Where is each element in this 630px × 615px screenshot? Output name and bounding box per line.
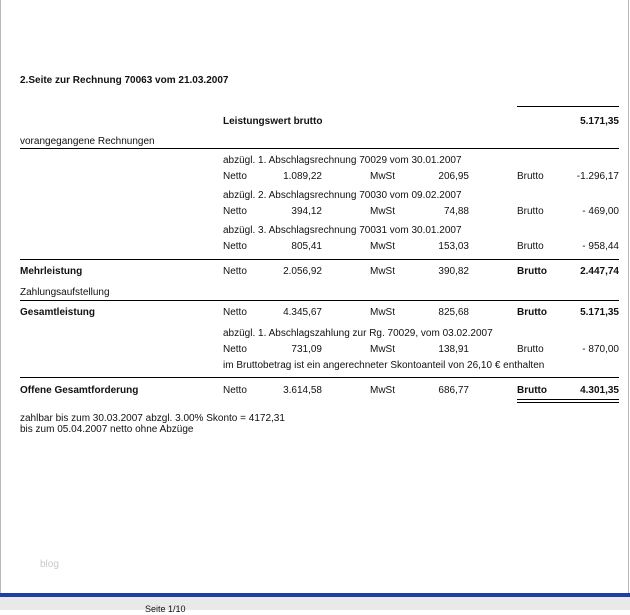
payment-terms-1: zahlbar bis zum 30.03.2007 abzgl. 3.00% Skonto = 4172,31 xyxy=(20,413,285,424)
deduction-1-brutto: -1.296,17 xyxy=(576,171,619,182)
payment-netto: 731,09 xyxy=(291,344,322,355)
mehrleistung-netto-label: Netto xyxy=(223,266,247,277)
deduction-3-mwst-label: MwSt xyxy=(370,241,395,252)
gesamtleistung-label: Gesamtleistung xyxy=(20,307,96,318)
gesamtleistung-brutto: 5.171,35 xyxy=(580,307,619,318)
deduction-1-netto: 1.089,22 xyxy=(283,171,322,182)
deduction-3-mwst: 153,03 xyxy=(438,241,469,252)
offen-rule xyxy=(20,377,619,378)
deduction-2-title: abzügl. 2. Abschlagsrechnung 70030 vom 09.02.2007 xyxy=(223,190,462,201)
deduction-3-brutto: - 958,44 xyxy=(582,241,619,252)
mehrleistung-brutto-label: Brutto xyxy=(517,266,547,277)
mehrleistung-mwst: 390,82 xyxy=(438,266,469,277)
zahlungsaufstellung-label: Zahlungsaufstellung xyxy=(20,287,110,298)
payment-brutto-label: Brutto xyxy=(517,344,544,355)
deduction-2-netto-label: Netto xyxy=(223,206,247,217)
deduction-3-title: abzügl. 3. Abschlagsrechnung 70031 vom 30.01.2007 xyxy=(223,225,462,236)
total-rule-top xyxy=(517,106,619,107)
deduction-1-netto-label: Netto xyxy=(223,171,247,182)
offen-brutto-label: Brutto xyxy=(517,385,547,396)
deduction-3-brutto-label: Brutto xyxy=(517,241,544,252)
gesamtleistung-netto: 4.345,67 xyxy=(283,307,322,318)
mehrleistung-netto: 2.056,92 xyxy=(283,266,322,277)
deduction-1-mwst-label: MwSt xyxy=(370,171,395,182)
deduction-1-title: abzügl. 1. Abschlagsrechnung 70029 vom 30.01.2007 xyxy=(223,155,462,166)
gesamtleistung-mwst-label: MwSt xyxy=(370,307,395,318)
mehrleistung-label: Mehrleistung xyxy=(20,266,83,277)
section-rule xyxy=(20,148,619,149)
payment-brutto: - 870,00 xyxy=(582,344,619,355)
deduction-3-netto: 805,41 xyxy=(291,241,322,252)
offen-brutto: 4.301,35 xyxy=(580,385,619,396)
payment-terms-2: bis zum 05.04.2007 netto ohne Abzüge xyxy=(20,424,194,435)
gesamtleistung-netto-label: Netto xyxy=(223,307,247,318)
mehrleistung-mwst-label: MwSt xyxy=(370,266,395,277)
page-title: 2.Seite zur Rechnung 70063 vom 21.03.2007 xyxy=(20,75,229,86)
gesamtleistung-mwst: 825,68 xyxy=(438,307,469,318)
mehrleistung-brutto: 2.447,74 xyxy=(580,266,619,277)
page-border-right xyxy=(628,0,629,596)
offen-netto: 3.614,58 xyxy=(283,385,322,396)
mehrleistung-rule xyxy=(20,259,619,260)
gesamtleistung-rule xyxy=(20,300,619,301)
payment-mwst-label: MwSt xyxy=(370,344,395,355)
deduction-2-mwst-label: MwSt xyxy=(370,206,395,217)
summary-label: Leistungswert brutto xyxy=(223,116,323,127)
deduction-1-brutto-label: Brutto xyxy=(517,171,544,182)
deduction-2-mwst: 74,88 xyxy=(443,206,469,217)
offen-mwst: 686,77 xyxy=(438,385,469,396)
page-border-left xyxy=(0,0,1,596)
summary-value: 5.171,35 xyxy=(580,116,619,127)
total-rule-2 xyxy=(517,402,619,403)
watermark: blog xyxy=(40,559,59,570)
deduction-1-mwst: 206,95 xyxy=(438,171,469,182)
offen-mwst-label: MwSt xyxy=(370,385,395,396)
payment-mwst: 138,91 xyxy=(438,344,469,355)
total-rule-1 xyxy=(517,399,619,400)
deduction-2-brutto-label: Brutto xyxy=(517,206,544,217)
payment-netto-label: Netto xyxy=(223,344,247,355)
gesamtleistung-brutto-label: Brutto xyxy=(517,307,547,318)
skonto-note: im Bruttobetrag ist ein angerechneter Skontoanteil von 26,10 € enthalten xyxy=(223,360,545,371)
previous-invoices-label: vorangegangene Rechnungen xyxy=(20,136,155,147)
page-indicator: Seite 1/10 xyxy=(145,604,186,614)
status-bar-background xyxy=(0,597,630,610)
offen-label: Offene Gesamtforderung xyxy=(20,385,139,396)
offen-netto-label: Netto xyxy=(223,385,247,396)
deduction-2-netto: 394,12 xyxy=(291,206,322,217)
deduction-2-brutto: - 469,00 xyxy=(582,206,619,217)
payment-title: abzügl. 1. Abschlagszahlung zur Rg. 70029, vom 03.02.2007 xyxy=(223,328,493,339)
deduction-3-netto-label: Netto xyxy=(223,241,247,252)
